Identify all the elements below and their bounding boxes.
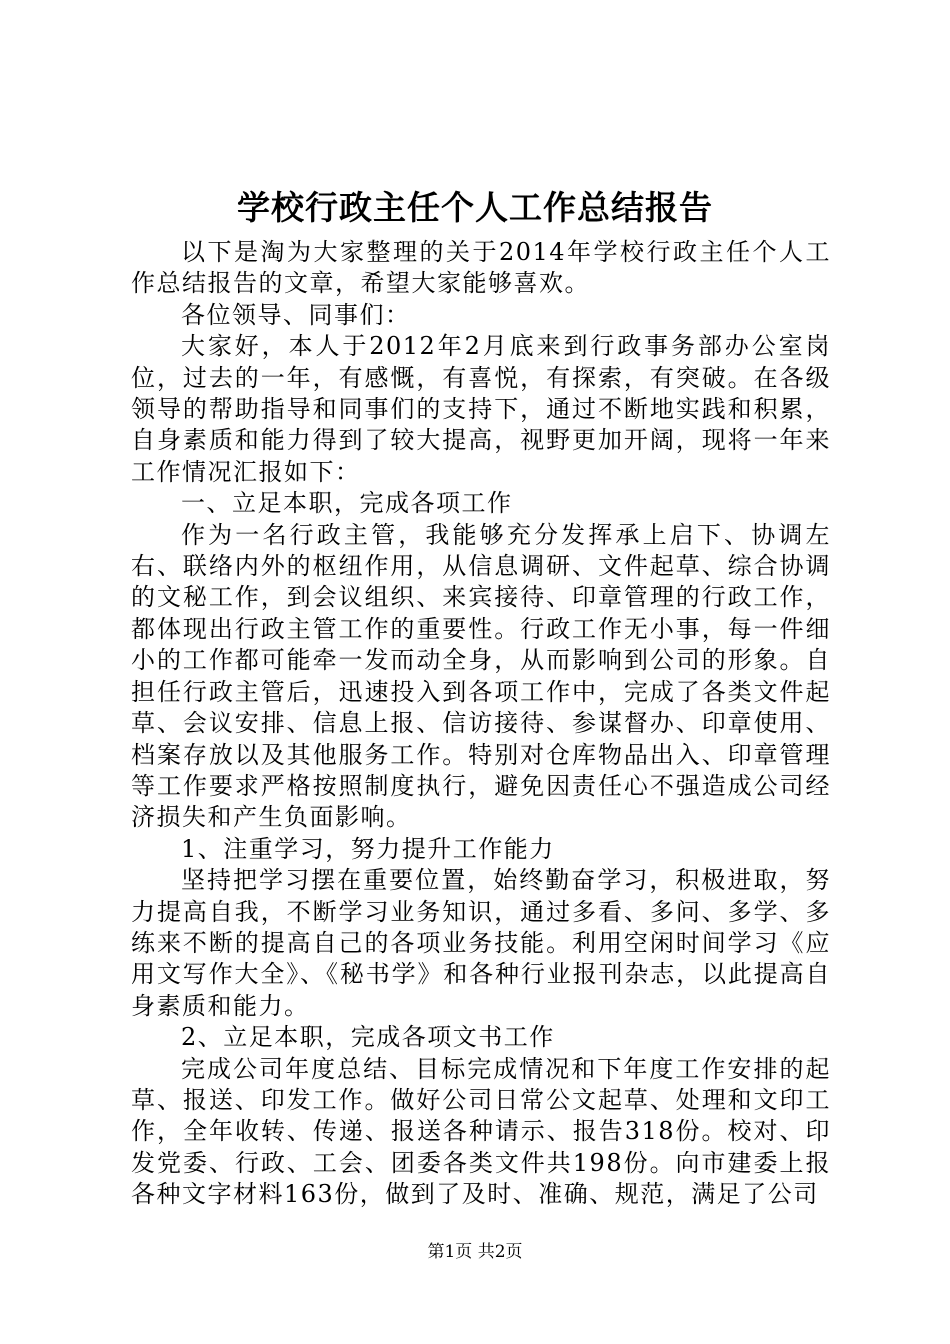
- intro-paragraph: 以下是淘为大家整理的关于2014年学校行政主任个人工作总结报告的文章，希望大家能够喜欢。: [131, 238, 831, 298]
- subsection-2-paragraph: 完成公司年度总结、目标完成情况和下年度工作安排的起草、报送、印发工作。做好公司日常公文起草、处理和文印工作，全年收转、传递、报送各种请示、报告318份。校对、印发党委、行政、工会、团委各类文件共198份。向市建委上报各种文字材料163份，做到了及时、准确、规范，满足了公司: [131, 1054, 831, 1209]
- document-title: 学校行政主任个人工作总结报告: [237, 188, 713, 227]
- page-footer: 第1页 共2页: [427, 1242, 523, 1262]
- opening-paragraph: 大家好，本人于2012年2月底来到行政事务部办公室岗位，过去的一年，有感慨，有喜悦，有探索，有突破。在各级领导的帮助指导和同事们的支持下，通过不断地实践和积累，自身素质和能力得到了较大提高，视野更加开阔，现将一年来工作情况汇报如下：: [131, 332, 831, 486]
- section-1-paragraph: 作为一名行政主管，我能够充分发挥承上启下、协调左右、联络内外的枢纽作用，从信息调研、文件起草、综合协调的文秘工作，到会议组织、来宾接待、印章管理的行政工作，都体现出行政主管工作的重要性。行政工作无小事，每一件细小的工作都可能牵一发而动全身，从而影响到公司的形象。自担任行政主管后，迅速投入到各项工作中，完成了各类文件起草、会议安排、信息上报、信访接待、参谋督办、印章使用、档案存放以及其他服务工作。特别对仓库物品出入、印章管理等工作要求严格按照制度执行，避免因责任心不强造成公司经济损失和产生负面影响。: [131, 520, 831, 832]
- subsection-heading-1: 1、注重学习，努力提升工作能力: [181, 834, 555, 863]
- subsection-1-paragraph: 坚持把学习摆在重要位置，始终勤奋学习，积极进取，努力提高自我，不断学习业务知识，通过多看、多问、多学、多练来不断的提高自己的各项业务技能。利用空闲时间学习《应用文写作大全》、《秘书学》和各种行业报刊杂志，以此提高自身素质和能力。: [131, 866, 831, 1020]
- section-heading-1: 一、立足本职，完成各项工作: [181, 489, 513, 518]
- subsection-heading-2: 2、立足本职，完成各项文书工作: [181, 1023, 555, 1052]
- document-body: [131, 237, 831, 1211]
- salutation: 各位领导、同事们：: [181, 300, 411, 329]
